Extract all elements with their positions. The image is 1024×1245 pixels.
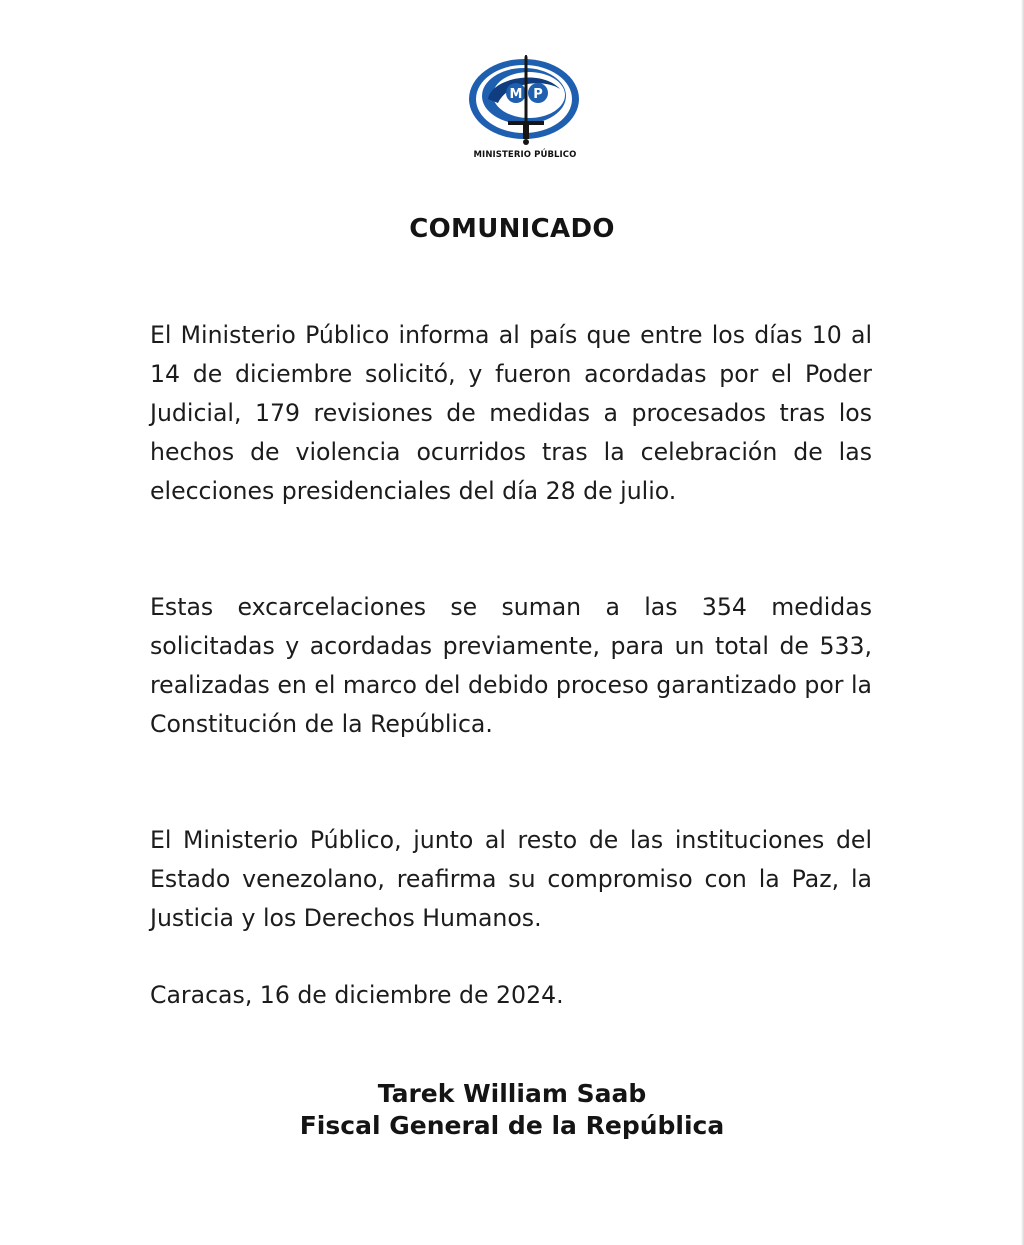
paragraph-2: Estas excarcelaciones se suman a las 354 medidas solicitadas y acordadas previamente, para un total de 533, realizadas en el marco del debido proceso garantizado por la Constitución de la República. — [150, 593, 872, 738]
logo-caption: MINISTERIO PÚBLICO — [473, 150, 577, 160]
paragraph-1: El Ministerio Público informa al país que entre los días 10 al 14 de diciembre solicitó, y fueron acordadas por el Poder Judicial, 179 revisiones de medidas a procesados tras los hechos de violencia ocurridos tras la celebración de las elecciones presidenciales del día 28 de julio. — [150, 321, 872, 505]
svg-text:M: M — [509, 87, 523, 102]
signature-name: Tarek William Saab — [377, 1079, 647, 1108]
place-date: Caracas, 16 de diciembre de 2024. — [150, 981, 564, 1009]
svg-text:P: P — [533, 87, 543, 102]
ministerio-publico-logo — [462, 55, 586, 165]
paragraph-3: El Ministerio Público, junto al resto de las instituciones del Estado venezolano, reafirma su compromiso con la Paz, la Justicia y los Derechos Humanos. — [150, 826, 872, 932]
document-title: COMUNICADO — [409, 214, 615, 244]
signature-role: Fiscal General de la República — [299, 1111, 725, 1140]
